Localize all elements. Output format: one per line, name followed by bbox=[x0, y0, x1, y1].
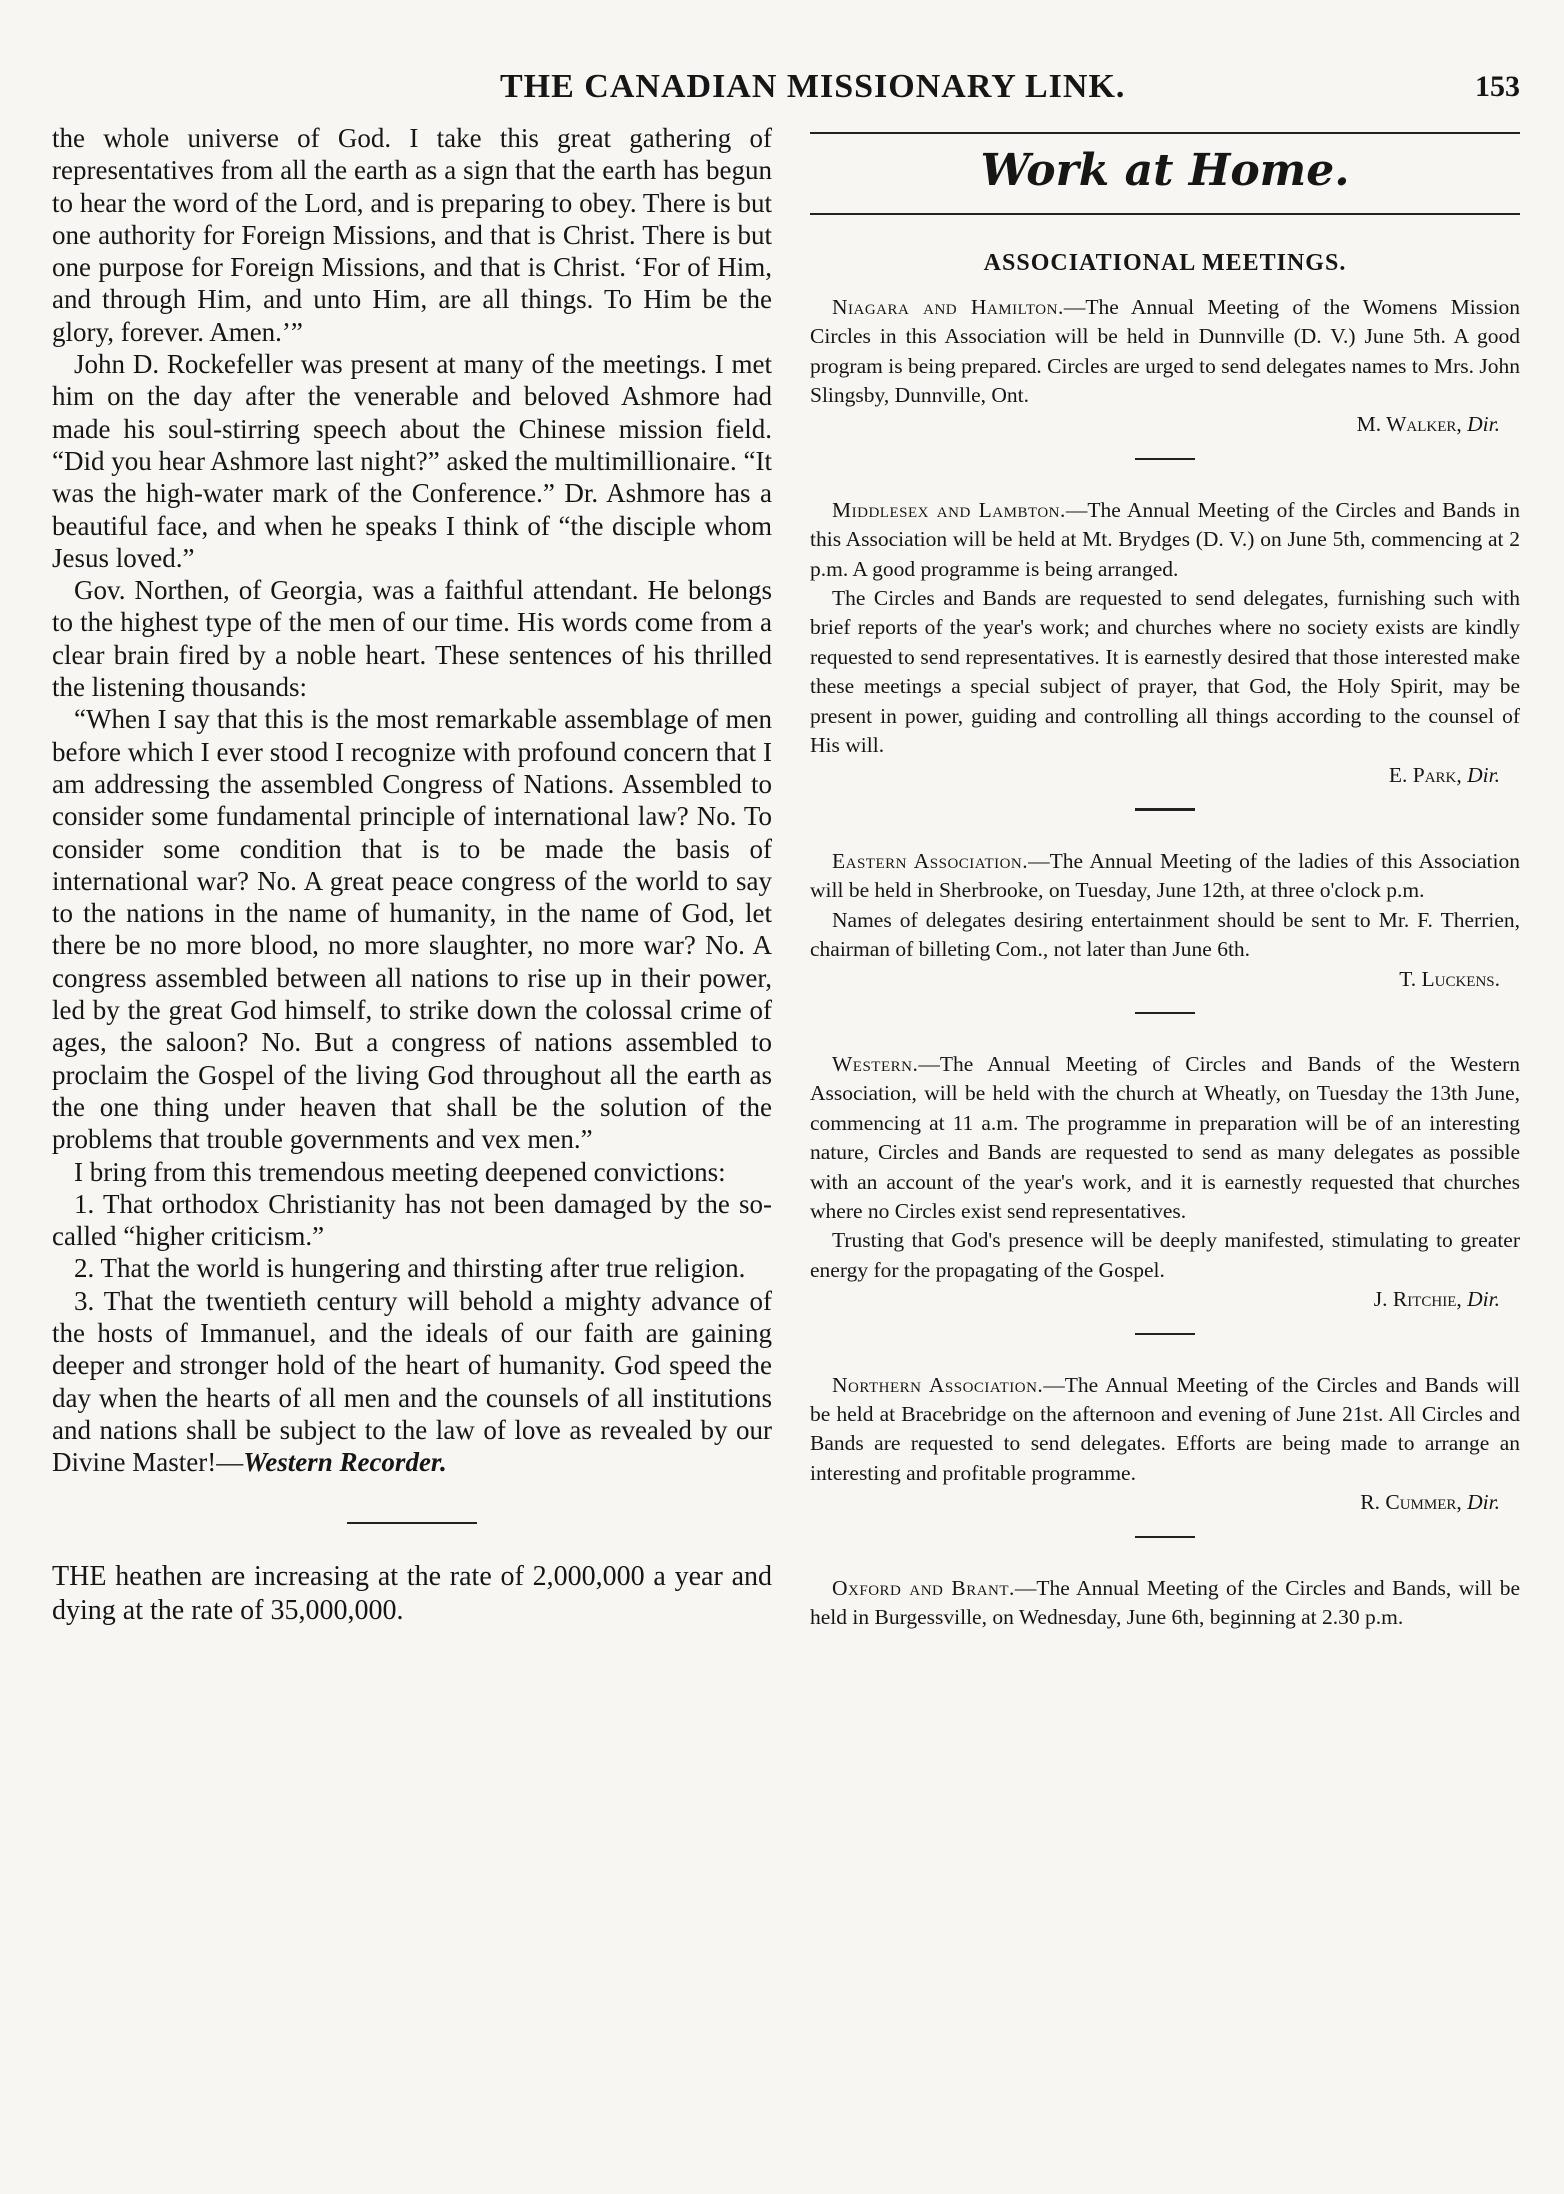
notice-text: —The Annual Meeting of Circles and Bands of the Western Association, will be held with the church at Wheatly, on Tuesday the 13th June, commencing at 11 a.m. The programme in preparation will be of an interesting nature, Circles and Bands are requested to send as many delegates as possible with an account of the year's work, and it is earnestly requested that churches where no Circles exist send representatives. bbox=[810, 1051, 1520, 1223]
notice-text: —The Annual Meeting of the ladies of this Association will be held in Sherbrooke, on Tuesday, June 12th, at three o'clock p.m. bbox=[810, 848, 1520, 903]
running-head bbox=[0, 68, 1564, 116]
association-name: Western. bbox=[832, 1051, 919, 1076]
footnote: THE heathen are increasing at the rate of 2,000,000 a year and dying at the rate of 35,000,000. bbox=[52, 1561, 772, 1627]
divider bbox=[1135, 808, 1195, 811]
notice-paragraph bbox=[810, 847, 1520, 906]
notice-paragraph: Trusting that God's presence will be deeply manifested, stimulating to greater energy for the propagating of the Gospel. bbox=[810, 1228, 1520, 1282]
signature-name: R. Cummer, bbox=[1360, 1490, 1462, 1515]
conviction-item: 2. That the world is hungering and thirsting after true religion. bbox=[74, 1253, 746, 1284]
signature bbox=[810, 1488, 1520, 1517]
notice-eastern bbox=[810, 847, 1520, 994]
conviction-item: 1. That orthodox Christianity has not been damaged by the so-called “higher criticism.” bbox=[52, 1188, 772, 1252]
divider bbox=[810, 132, 1520, 134]
notice-paragraph: Names of delegates desiring entertainment should be sent to Mr. F. Therrien, chairman of billeting Com., not later than June 6th. bbox=[810, 907, 1520, 962]
paragraph: I bring from this tremendous meeting deepened convictions: bbox=[74, 1156, 726, 1187]
running-title: THE CANADIAN MISSIONARY LINK. bbox=[500, 68, 1126, 105]
divider bbox=[1135, 1012, 1195, 1014]
signature-title: Dir. bbox=[1467, 1490, 1500, 1515]
signature-name: J. Ritchie, bbox=[1373, 1287, 1462, 1312]
association-name: Northern Association. bbox=[832, 1372, 1044, 1397]
association-name: Niagara and Hamilton. bbox=[832, 294, 1064, 319]
right-column bbox=[810, 122, 1520, 1632]
signature-title: Dir. bbox=[1467, 762, 1500, 787]
signature-title: Dir. bbox=[1467, 412, 1500, 437]
notice-text: —The Annual Meeting of the Circles and Bands in this Association will be held at Mt. Brydges (D. V.) on June 5th, commencing at 2 p.m. A good programme is being arranged. bbox=[810, 497, 1520, 581]
association-name: Oxford and Brant. bbox=[832, 1575, 1015, 1600]
left-column bbox=[52, 122, 772, 1628]
notice-middlesex-lambton bbox=[810, 496, 1520, 790]
notice-paragraph bbox=[810, 1050, 1520, 1226]
subheading: ASSOCIATIONAL MEETINGS. bbox=[983, 250, 1347, 277]
signature bbox=[810, 761, 1520, 790]
conviction-text: 3. That the twentieth century will behold a mighty advance of the hosts of Immanuel, and the ideals of our faith are gaining deeper and stronger hold of the heart of humanity. God speed the day when the hearts of all men and the counsels of all institutions and nations shall be subject to the law of love as revealed by our Divine Master!— bbox=[52, 1285, 772, 1478]
quotation: “When I say that this is the most remarkable assemblage of men before which I ever stood I recognize with profound concern that I am addressing the assembled Congress of Nations. Assembled to consider some fundamental principle of international law? No. To consider some condition that is to be made the basis of international war? No. A great peace congress of the world to say to the nations in the name of humanity, in the name of God, let there be no more blood, no more slaughter, no more war? No. A congress assembled between all nations to rise up in their power, led by the great God himself, to strike down the colossal crime of ages, the saloon? No. But a congress of nations assembled to proclaim the Gospel of the living God throughout all the earth as the one thing under heaven that shall be the solution of the problems that trouble governments and vex men.” bbox=[52, 704, 772, 1155]
page-number: 153 bbox=[1475, 70, 1520, 103]
notice-oxford-brant bbox=[810, 1574, 1520, 1633]
divider bbox=[1135, 1536, 1195, 1538]
signature-name: M. Walker, bbox=[1356, 412, 1462, 437]
notice-text: —The Annual Meeting of the Circles and Bands, will be held in Burgessville, on Wednesday, June 6th, beginning at 2.30 p.m. bbox=[810, 1575, 1520, 1630]
notice-text: —The Annual Meeting of the Circles and Bands will be held at Bracebridge on the afternoon and evening of June 21st. All Circles and Bands are requested to send delegates. Efforts are being made to arrange an interesting and profitable programme. bbox=[810, 1372, 1520, 1485]
notice-northern bbox=[810, 1371, 1520, 1518]
notice-text: —The Annual Meeting of the Womens Mission Circles in this Association will be held in Dunnville (D. V.) June 5th. A good program is being prepared. Circles are urged to send delegates names to Mrs. John Slingsby, Dunnville, Ont. bbox=[810, 294, 1520, 408]
notice-paragraph bbox=[810, 1574, 1520, 1633]
section-heading: Work at Home. bbox=[980, 145, 1350, 196]
notice-western bbox=[810, 1050, 1520, 1315]
divider bbox=[347, 1522, 477, 1524]
notice-paragraph: The Circles and Bands are requested to send delegates, furnishing such with brief reports of the year's work; and churches where no society exists are kindly requested to send representatives. It is earnestly desired that those interested make these meetings a special subject of prayer, that God, the Holy Spirit, may be present in power, guiding and controlling all things according to the counsel of His will. bbox=[810, 586, 1520, 758]
notice-paragraph bbox=[810, 1371, 1520, 1489]
signature-name: E. Park, bbox=[1388, 762, 1462, 787]
signature-name: T. Luckens. bbox=[1399, 966, 1500, 991]
notice-paragraph bbox=[810, 496, 1520, 584]
paragraph: the whole universe of God. I take this great gathering of representatives from all the earth as a sign that the earth has begun to hear the word of the Lord, and is preparing to obey. There is but one authority for Foreign Missions, and that is Christ. There is but one purpose for Foreign Missions, and that is Christ. ‘For of Him, and through Him, and unto Him, are all things. To Him be the glory, forever. Amen.’” bbox=[52, 123, 772, 347]
association-name: Eastern Association. bbox=[832, 848, 1029, 873]
divider bbox=[810, 213, 1520, 215]
source-credit: Western Recorder. bbox=[243, 1447, 447, 1478]
divider bbox=[1135, 458, 1195, 460]
notice-paragraph bbox=[810, 293, 1520, 411]
signature bbox=[810, 410, 1520, 439]
notice-niagara-hamilton bbox=[810, 293, 1520, 440]
signature bbox=[810, 1285, 1520, 1314]
signature bbox=[810, 965, 1520, 994]
association-name: Middlesex and Lambton. bbox=[832, 497, 1066, 522]
divider bbox=[1135, 1333, 1195, 1335]
signature-title: Dir. bbox=[1467, 1287, 1500, 1312]
paragraph: Gov. Northen, of Georgia, was a faithful attendant. He belongs to the highest type of the men of our time. His words come from a clear brain fired by a noble heart. These sentences of his thrilled the listening thousands: bbox=[52, 575, 772, 703]
conviction-item bbox=[52, 1285, 772, 1479]
paragraph: John D. Rockefeller was present at many of the meetings. I met him on the day after the venerable and beloved Ashmore had made his soul-stirring speech about the Chinese mission field. “Did you hear Ashmore last night?” asked the multimillionaire. “It was the high-water mark of the Conference.” Dr. Ashmore has a beautiful face, and when he speaks I think of “the disciple whom Jesus loved.” bbox=[52, 349, 772, 573]
